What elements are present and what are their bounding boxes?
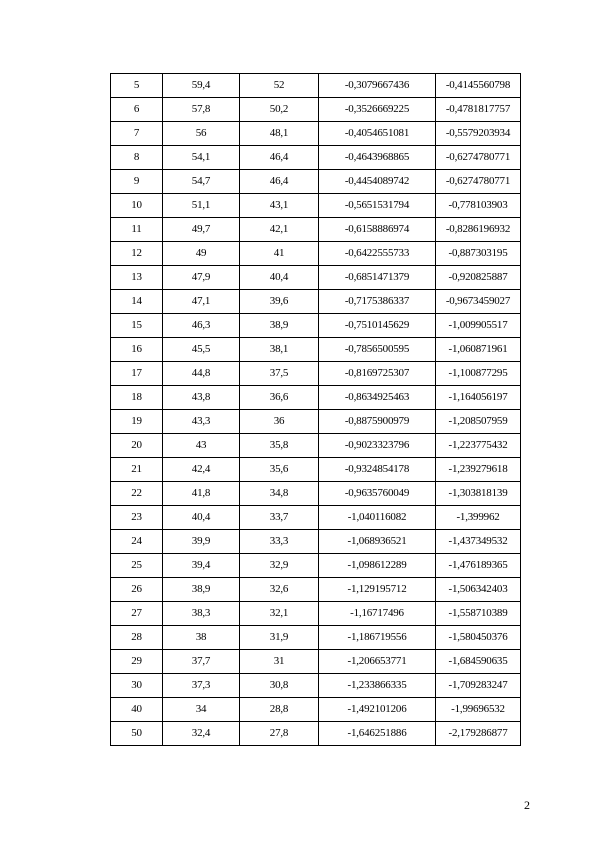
table-cell: 36,6 (240, 386, 319, 410)
table-cell: 31,9 (240, 626, 319, 650)
table-cell: -0,6422555733 (319, 242, 436, 266)
table-row (111, 362, 521, 386)
table-row (111, 74, 521, 98)
table-cell: -1,239279618 (436, 458, 521, 482)
table-row (111, 578, 521, 602)
table-cell: 26 (111, 578, 163, 602)
table-cell: 41 (240, 242, 319, 266)
table-cell: 38 (163, 626, 240, 650)
table-cell: 46,4 (240, 146, 319, 170)
table-row (111, 554, 521, 578)
table-cell: 11 (111, 218, 163, 242)
table-cell: -1,580450376 (436, 626, 521, 650)
table-cell: -1,99696532 (436, 698, 521, 722)
table-cell: 22 (111, 482, 163, 506)
table-cell: 40,4 (163, 506, 240, 530)
table-cell: 16 (111, 338, 163, 362)
table-cell: 27 (111, 602, 163, 626)
table-cell: 49,7 (163, 218, 240, 242)
table-cell: 39,9 (163, 530, 240, 554)
table-cell: 38,9 (163, 578, 240, 602)
table-row (111, 98, 521, 122)
table-cell: 50 (111, 722, 163, 746)
table-cell: 33,7 (240, 506, 319, 530)
table-cell: -2,179286877 (436, 722, 521, 746)
table-row (111, 290, 521, 314)
table-cell: -1,206653771 (319, 650, 436, 674)
table-row (111, 170, 521, 194)
table-cell: 37,5 (240, 362, 319, 386)
table-cell: 34,8 (240, 482, 319, 506)
table-cell: 39,4 (163, 554, 240, 578)
table-row (111, 146, 521, 170)
table-row (111, 410, 521, 434)
table-cell: 35,8 (240, 434, 319, 458)
table-cell: 21 (111, 458, 163, 482)
table-cell: -1,233866335 (319, 674, 436, 698)
table-cell: 30 (111, 674, 163, 698)
table-cell: -1,129195712 (319, 578, 436, 602)
table-cell: 30,8 (240, 674, 319, 698)
table-cell: 43 (163, 434, 240, 458)
table-cell: 9 (111, 170, 163, 194)
table-cell: -1,223775432 (436, 434, 521, 458)
table-cell: 40,4 (240, 266, 319, 290)
table-cell: 37,3 (163, 674, 240, 698)
table-row (111, 266, 521, 290)
table-row (111, 722, 521, 746)
table-cell: 59,4 (163, 74, 240, 98)
table-cell: -1,303818139 (436, 482, 521, 506)
table-cell: -0,9673459027 (436, 290, 521, 314)
table-cell: -1,684590635 (436, 650, 521, 674)
table-cell: 46,3 (163, 314, 240, 338)
table-cell: -1,208507959 (436, 410, 521, 434)
table-cell: 45,5 (163, 338, 240, 362)
table-cell: 35,6 (240, 458, 319, 482)
table-cell: -0,4643968865 (319, 146, 436, 170)
table-cell: 54,7 (163, 170, 240, 194)
table-cell: -1,16717496 (319, 602, 436, 626)
table-cell: 32,6 (240, 578, 319, 602)
table-cell: 41,8 (163, 482, 240, 506)
table-cell: 48,1 (240, 122, 319, 146)
table-cell: -0,9023323796 (319, 434, 436, 458)
table-cell: -1,040116082 (319, 506, 436, 530)
table-cell: 33,3 (240, 530, 319, 554)
table-cell: 27,8 (240, 722, 319, 746)
table-cell: 49 (163, 242, 240, 266)
table-cell: -0,9635760049 (319, 482, 436, 506)
table-cell: 7 (111, 122, 163, 146)
page-number: 2 (524, 798, 530, 812)
table-cell: -1,186719556 (319, 626, 436, 650)
table-cell: -1,060871961 (436, 338, 521, 362)
table-cell: -1,098612289 (319, 554, 436, 578)
table-cell: 39,6 (240, 290, 319, 314)
table-cell: 25 (111, 554, 163, 578)
table-cell: 47,1 (163, 290, 240, 314)
table-row (111, 386, 521, 410)
table-cell: 43,3 (163, 410, 240, 434)
table-cell: -0,4781817757 (436, 98, 521, 122)
table-cell: 32,4 (163, 722, 240, 746)
table-cell: -0,8875900979 (319, 410, 436, 434)
table-cell: 57,8 (163, 98, 240, 122)
table-row (111, 530, 521, 554)
table-cell: -1,164056197 (436, 386, 521, 410)
table-cell: 24 (111, 530, 163, 554)
table-cell: 47,9 (163, 266, 240, 290)
table-cell: 43,1 (240, 194, 319, 218)
table-cell: 38,3 (163, 602, 240, 626)
table-cell: 42,4 (163, 458, 240, 482)
table-cell: 10 (111, 194, 163, 218)
table-cell: -1,100877295 (436, 362, 521, 386)
table-cell: 42,1 (240, 218, 319, 242)
table-cell: -0,7856500595 (319, 338, 436, 362)
table-cell: 23 (111, 506, 163, 530)
table-row (111, 626, 521, 650)
table-cell: 34 (163, 698, 240, 722)
table-cell: 56 (163, 122, 240, 146)
table-cell: 8 (111, 146, 163, 170)
table-cell: 51,1 (163, 194, 240, 218)
table-cell: 38,1 (240, 338, 319, 362)
table-row (111, 482, 521, 506)
table-cell: -0,4054651081 (319, 122, 436, 146)
table-cell: -1,558710389 (436, 602, 521, 626)
table-cell: 44,8 (163, 362, 240, 386)
table-row (111, 506, 521, 530)
table-cell: 52 (240, 74, 319, 98)
table-cell: 50,2 (240, 98, 319, 122)
table-cell: -1,437349532 (436, 530, 521, 554)
table-cell: 28 (111, 626, 163, 650)
table-cell: -0,4454089742 (319, 170, 436, 194)
data-table (110, 73, 521, 746)
table-cell: -1,068936521 (319, 530, 436, 554)
table-cell: -1,399962 (436, 506, 521, 530)
table-row (111, 194, 521, 218)
table-cell: -0,6274780771 (436, 170, 521, 194)
table-row (111, 698, 521, 722)
table-cell: 36 (240, 410, 319, 434)
table-row (111, 434, 521, 458)
table-cell: 40 (111, 698, 163, 722)
table-cell: -0,6851471379 (319, 266, 436, 290)
table-cell: -1,492101206 (319, 698, 436, 722)
table-cell: -0,3526669225 (319, 98, 436, 122)
table-cell: -1,646251886 (319, 722, 436, 746)
table-cell: -0,7510145629 (319, 314, 436, 338)
table-cell: 54,1 (163, 146, 240, 170)
table-cell: 18 (111, 386, 163, 410)
table-cell: 17 (111, 362, 163, 386)
table-cell: 12 (111, 242, 163, 266)
table-cell: -0,8286196932 (436, 218, 521, 242)
table-cell: 38,9 (240, 314, 319, 338)
table-cell: 29 (111, 650, 163, 674)
table-cell: -0,5579203934 (436, 122, 521, 146)
table-cell: 6 (111, 98, 163, 122)
table-row (111, 242, 521, 266)
table-cell: -0,7175386337 (319, 290, 436, 314)
table-cell: -0,6158886974 (319, 218, 436, 242)
table-cell: 20 (111, 434, 163, 458)
table-row (111, 314, 521, 338)
table-cell: 13 (111, 266, 163, 290)
table-body (111, 74, 521, 746)
table-cell: -0,8634925463 (319, 386, 436, 410)
table-cell: -0,778103903 (436, 194, 521, 218)
table-row (111, 218, 521, 242)
table-cell: -1,009905517 (436, 314, 521, 338)
table-cell: -1,709283247 (436, 674, 521, 698)
table-cell: 31 (240, 650, 319, 674)
table-row (111, 650, 521, 674)
table-cell: 37,7 (163, 650, 240, 674)
table-row (111, 458, 521, 482)
table-cell: 43,8 (163, 386, 240, 410)
table-cell: 46,4 (240, 170, 319, 194)
table-cell: 28,8 (240, 698, 319, 722)
table-cell: -0,8169725307 (319, 362, 436, 386)
table-cell: 14 (111, 290, 163, 314)
table-cell: -0,6274780771 (436, 146, 521, 170)
table-cell: -0,920825887 (436, 266, 521, 290)
table-cell: -0,4145560798 (436, 74, 521, 98)
table-row (111, 674, 521, 698)
table-cell: -1,506342403 (436, 578, 521, 602)
table-row (111, 122, 521, 146)
table-cell: 32,1 (240, 602, 319, 626)
table-cell: 5 (111, 74, 163, 98)
table-cell: -0,9324854178 (319, 458, 436, 482)
table-cell: -0,5651531794 (319, 194, 436, 218)
table-row (111, 338, 521, 362)
table-cell: -0,887303195 (436, 242, 521, 266)
table-cell: 32,9 (240, 554, 319, 578)
table-cell: 19 (111, 410, 163, 434)
table-cell: -1,476189365 (436, 554, 521, 578)
table-cell: -0,3079667436 (319, 74, 436, 98)
table-row (111, 602, 521, 626)
table-cell: 15 (111, 314, 163, 338)
